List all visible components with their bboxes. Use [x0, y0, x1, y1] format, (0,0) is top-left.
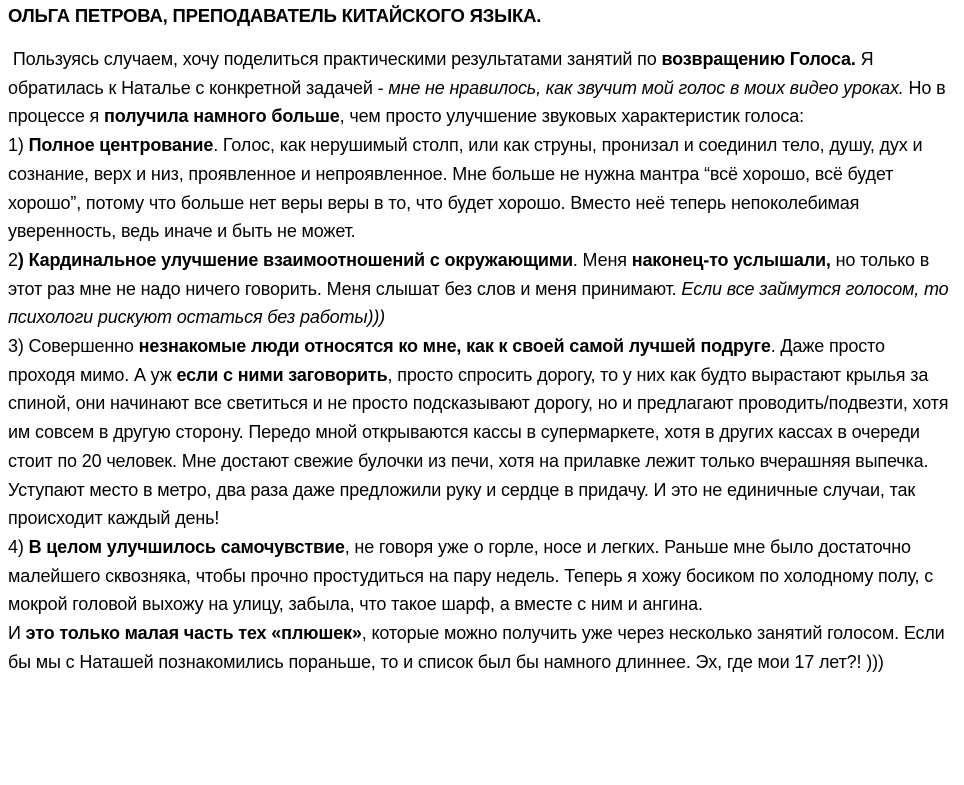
paragraph-item-3-strangers	[8, 332, 955, 533]
text-run: Но в процессе я	[8, 77, 951, 127]
text-run: . Меня	[572, 249, 632, 270]
paragraph-intro	[8, 45, 955, 131]
text-run: но только в этот раз мне не надо ничего говорить. Меня слышат без слов и меня принимают.	[8, 249, 934, 299]
text-run: 1)	[8, 135, 29, 156]
text-run: , чем просто улучшение звуковых характеристик голоса:	[339, 106, 804, 127]
text-run: В целом улучшилось самочувствие	[28, 536, 345, 557]
text-run: . Даже просто проходя мимо. А уж	[8, 336, 890, 385]
paragraph-item-2-relationships	[8, 246, 955, 332]
text-run: ) Кардинальное улучшение взаимоотношений с окружающими	[17, 249, 573, 270]
paragraph-outro	[8, 619, 955, 676]
text-run: возвращению Голоса.	[661, 49, 856, 69]
text-run: Пользуясь случаем, хочу поделиться практическими результатами занятий по	[8, 49, 662, 69]
document-body	[8, 45, 955, 676]
text-run: , просто спросить дорогу, то у них как будто вырастают крылья за спиной, они начинают все светиться и не просто подсказывают дорогу, но и предлагают проводить/подвезти, хотя им совсем в другую сторону. Передо мной открываются кассы в супермаркете, хотя в других кассах в очереди стоит по 20 человек. Мне достают свежие булочки из печи, хотя на прилавке лежит только вчерашняя выпечка. Уступают место в метро, два раза даже предложили руку и сердце в придачу. И это не единичные случаи, так происходит каждый день!	[8, 364, 954, 529]
text-run: 2	[8, 249, 18, 270]
text-run: 4)	[8, 536, 29, 557]
text-run: И	[8, 623, 26, 644]
text-run: . Голос, как нерушимый столп, или как струны, пронизал и соединил тело, душу, дух и сознание, верх и низ, проявленное и непроявленное. Мне больше не нужна мантра “всё хорошо, всё будет хорошо”, потому что больше нет веры веры в то, что будет хорошо. Вместо неё теперь непоколебимая уверенность, ведь иначе и быть не может.	[8, 135, 928, 242]
text-run: мне не нравилось, как звучит мой голос в моих видео уроках.	[388, 77, 904, 98]
text-run: , не говоря уже о горле, носе и легких. Раньше мне было достаточно малейшего сквозняка, чтобы прочно простудиться на пару недель. Теперь я хожу босиком по холодному полу, с мокрой головой выхожу на улицу, забыла, что такое шарф, а вместе с ним и ангина.	[8, 536, 938, 615]
text-run: Я обратилась к Наталье с конкретной задачей -	[8, 49, 879, 98]
text-run: Полное центрование	[28, 135, 214, 156]
text-run: Если все займутся голосом, то психологи рискуют остаться без работы)))	[8, 278, 954, 328]
paragraph-item-4-health	[8, 533, 955, 619]
text-run: наконец-то услышали,	[631, 249, 831, 270]
text-run: это только малая часть тех «плюшек»	[25, 623, 362, 644]
text-run: получила намного больше	[104, 106, 340, 127]
document-title: ОЛЬГА ПЕТРОВА, ПРЕПОДАВАТЕЛЬ КИТАЙСКОГО ЯЗЫКА.	[8, 5, 542, 26]
text-run: незнакомые люди относятся ко мне, как к своей самой лучшей подруге	[138, 336, 771, 357]
text-run: 3) Совершенно	[8, 336, 139, 357]
text-run: , которые можно получить уже через несколько занятий голосом. Если бы мы с Наташей познакомились пораньше, то и список был бы намного длиннее. Эх, где мои 17 лет?! )))	[8, 623, 950, 672]
paragraph-item-1-centering	[8, 131, 955, 246]
text-run: если с ними заговорить	[176, 364, 388, 385]
